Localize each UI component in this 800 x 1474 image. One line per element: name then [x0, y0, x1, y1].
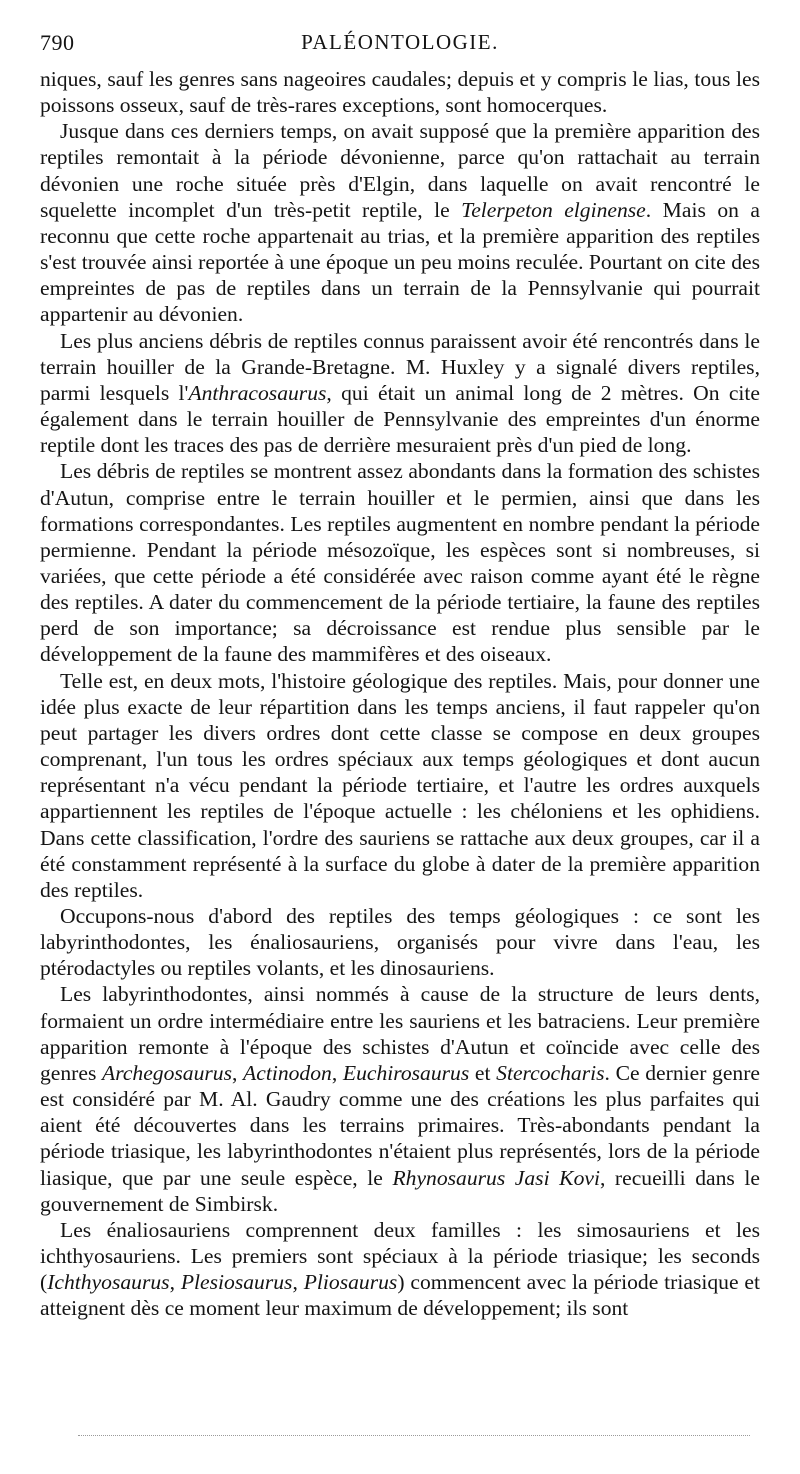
- text-run: Les plus anciens débris de reptiles connus paraissent avoir été rencontrés dans le terrain houiller de la Grande-Bretagne. M. Huxley y a signalé divers reptiles, parmi lesquels l': [40, 328, 760, 405]
- italic-term: Plesiosaurus: [180, 1270, 293, 1295]
- text-run: ,: [331, 1060, 343, 1085]
- text-run: ,: [231, 1060, 244, 1085]
- text-run: , recueilli dans le gouvernement de Simbirsk.: [40, 1165, 760, 1216]
- italic-term: Ichthyosaurus: [47, 1270, 170, 1295]
- page-header: [0, 30, 800, 60]
- running-head: PALÉONTOLOGIE.: [301, 30, 499, 54]
- text-run: Les débris de reptiles se montrent assez abondants dans la formation des schistes d'Autun, comprise entre le terrain houiller et le permien, ainsi que dans les formations correspondantes. Les reptiles augmentent en nombre pendant la période permienne. Pendant la période mésozoïque, les espèces sont si nombreuses, si variées, que cette période a été considérée avec raison comme ayant été le règne des reptiles. A dater du commencement de la période tertiaire, la faune des reptiles perd de son importance; sa décroissance est rendue plus sensible par le développement de la faune des mammifères et des oiseaux.: [40, 459, 760, 667]
- paragraph: [40, 118, 760, 327]
- italic-term: Archegosaurus: [102, 1060, 232, 1085]
- paragraph: [40, 66, 760, 118]
- italic-term: Telerpeton elginense: [461, 197, 646, 222]
- body-text: [40, 66, 760, 1322]
- paragraph: [40, 1217, 760, 1322]
- text-run: , qui était un animal long de 2 mètres. On cite également dans le terrain houiller de Pennsylvanie des empreintes d'un énorme reptile dont les traces des pas de derrière mesuraient près d'un pied de long.: [40, 380, 760, 458]
- text-run: Occupons-nous d'abord des reptiles des temps géologiques : ce sont les labyrinthodontes, les énaliosauriens, organisés pour vivre dans l'eau, les ptérodactyles ou reptiles volants, et les dinosauriens.: [40, 904, 760, 981]
- italic-term: Anthracosaurus: [188, 380, 327, 405]
- text-run: Les énaliosauriens comprennent deux familles : les simosauriens et les ichthyosauriens. Les premiers sont spéciaux à la période triasique; les seconds (: [40, 1217, 760, 1295]
- italic-term: Rhynosaurus Jasi Kovi: [392, 1165, 600, 1190]
- italic-term: Pliosaurus: [303, 1270, 398, 1295]
- text-run: Telle est, en deux mots, l'histoire géologique des reptiles. Mais, pour donner une idée plus exacte de leur répartition dans les temps anciens, il faut rappeler qu'on peut partager les divers ordres dont cette classe se compose en deux groupes comprenant, l'un tous les ordres spéciaux aux temps géologiques et dont aucun représentant n'a vécu pendant la période tertiaire, et l'autre les ordres auxquels appartiennent les reptiles de l'époque actuelle : les chéloniens et les ophidiens. Dans cette classification, l'ordre des sauriens se rattache aux deux groupes, car il a été constamment représenté à la surface du globe à dater de la première apparition des reptiles.: [40, 668, 760, 902]
- italic-term: Actinodon: [243, 1060, 332, 1085]
- text-run: ) commencent avec la période triasique et atteignent dès ce moment leur maximum de développement; ils sont: [40, 1270, 761, 1321]
- page-number: 790: [40, 30, 75, 55]
- paragraph: [40, 981, 760, 1216]
- text-run: ,: [169, 1270, 181, 1295]
- text-run: ,: [292, 1270, 304, 1295]
- text-run: . Mais on a reconnu que cette roche appartenait au trias, et la première apparition des reptiles s'est trouvée ainsi reportée à une époque un peu moins reculée. Pourtant on cite des empreintes de pas de reptiles dans un terrain de la Pennsylvanie qui pourrait appartenir au dévonien.: [40, 197, 760, 327]
- text-run: Jusque dans ces derniers temps, on avait supposé que la première apparition des reptiles remontait à la période dévonienne, parce qu'on rattachait au terrain dévonien une roche située près d'Elgin, dans laquelle on avait rencontré le squelette incomplet d'un très-petit reptile, le: [40, 119, 760, 222]
- paragraph: [40, 668, 760, 903]
- text-run: niques, sauf les genres sans nageoires caudales; depuis et y compris le lias, tous les poissons osseux, sauf de très-rares exceptions, sont homocerques.: [40, 67, 760, 118]
- italic-term: Euchirosaurus: [342, 1060, 470, 1085]
- text-run: Les labyrinthodontes, ainsi nommés à cause de la structure de leurs dents, formaient un ordre intermédiaire entre les sauriens et les batraciens. Leur première apparition remonte à l'époque des schistes d'Autun et coïncide avec celle des genres: [40, 982, 760, 1085]
- paragraph: [40, 458, 760, 667]
- paragraph: [40, 903, 760, 981]
- footer-rule: [78, 1435, 750, 1436]
- paragraph: [40, 328, 760, 459]
- italic-term: Stercocharis: [496, 1060, 605, 1085]
- text-run: . Ce dernier genre est considéré par M. Al. Gaudry comme une des créations les plus parfaites qui aient été découvertes dans les terrains primaires. Très-abondants pendant la période triasique, les labyrinthodontes n'étaient plus représentés, lors de la période liasique, que par une seule espèce, le: [40, 1060, 761, 1190]
- text-run: et: [469, 1060, 497, 1085]
